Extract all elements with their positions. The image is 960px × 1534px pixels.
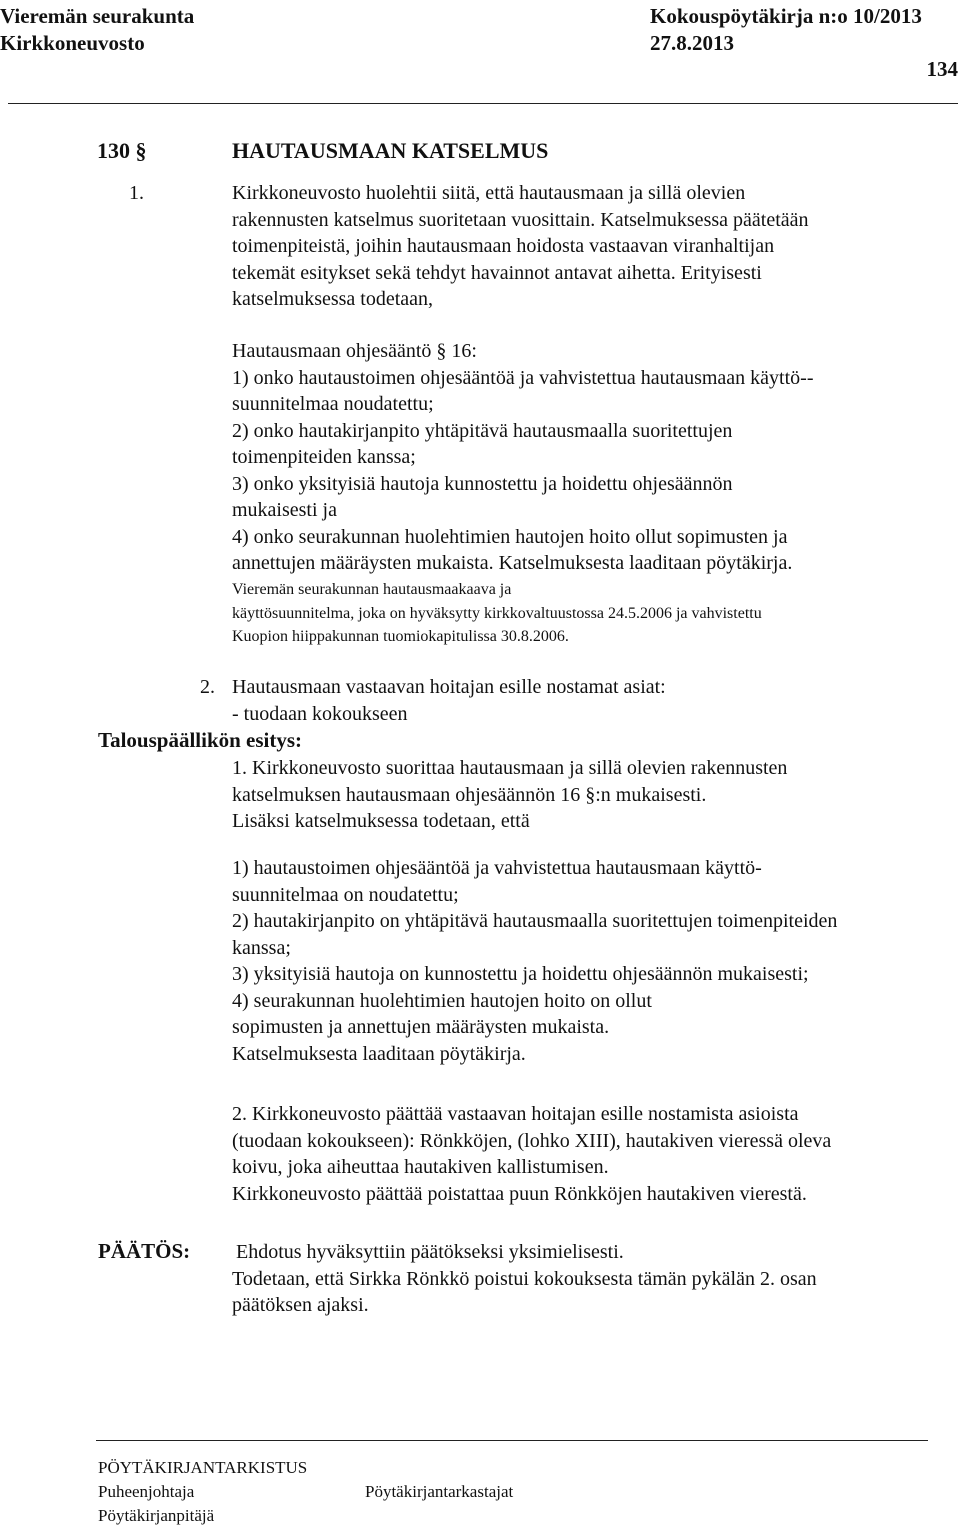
text-line: toimenpiteiden kanssa; xyxy=(232,446,416,468)
text-line: mukaisesti ja xyxy=(232,499,337,521)
rule-note xyxy=(232,578,762,649)
text-line: 3) yksityisiä hautoja on kunnostettu ja hoidettu ohjesäännön mukaisesti; xyxy=(232,963,809,985)
text-line: päätöksen ajaksi. xyxy=(232,1294,369,1316)
text-line: suunnitelmaa noudatettu; xyxy=(232,393,434,415)
header-date: 27.8.2013 xyxy=(650,31,734,55)
section-title: HAUTAUSMAAN KATSELMUS xyxy=(232,138,549,163)
proposal-para1 xyxy=(232,755,787,835)
text-line: 1. Kirkkoneuvosto suorittaa hautausmaan ja sillä olevien rakennusten xyxy=(232,757,788,779)
text-line: 2. Kirkkoneuvosto päättää vastaavan hoitajan esille nostamista asioista xyxy=(232,1103,799,1125)
text-line: Todetaan, että Sirkka Rönkkö poistui kokouksesta tämän pykälän 2. osan xyxy=(232,1267,817,1290)
text-line: 1) hautaustoimen ohjesääntöä ja vahvistettua hautausmaan käyttö- xyxy=(232,857,762,879)
text-line: - tuodaan kokoukseen xyxy=(232,702,408,725)
text-line: (tuodaan kokoukseen): Rönkköjen, (lohko XIII), hautakiven vieressä oleva xyxy=(232,1129,832,1152)
header-divider xyxy=(8,103,958,104)
text-line: Ehdotus hyväksyttiin päätökseksi yksimielisesti. xyxy=(236,1241,624,1263)
text-line: Lisäksi katselmuksessa todetaan, että xyxy=(232,810,530,832)
text-line: toimenpiteistä, joihin hautausmaan hoidosta vastaavan viranhaltijan xyxy=(232,235,775,257)
text-line: 3) onko yksityisiä hautoja kunnostettu ja hoidettu ohjesäännön xyxy=(232,472,733,495)
header-body-name: Kirkkoneuvosto xyxy=(0,31,145,55)
text-line: Hautausmaan vastaavan hoitajan esille nostamat asiat: xyxy=(232,676,666,698)
note-line: Vieremän seurakunnan hautausmaakaava ja xyxy=(232,581,512,598)
text-line: Kirkkoneuvosto huolehtii siitä, että hautausmaan ja sillä olevien xyxy=(232,182,746,204)
text-line: Katselmuksesta laaditaan pöytäkirja. xyxy=(232,1042,526,1065)
item1-number: 1. xyxy=(129,182,144,204)
footer-divider xyxy=(96,1440,928,1441)
text-line: Hautausmaan ohjesääntö § 16: xyxy=(232,340,477,362)
note-line: käyttösuunnitelma, joka on hyväksytty kirkkovaltuustossa 24.5.2006 ja vahvistettu xyxy=(232,604,762,622)
text-line: rakennusten katselmus suoritetaan vuosittain. Katselmuksessa päätetään xyxy=(232,208,809,231)
item2-number: 2. xyxy=(200,676,215,698)
footer-checkers: Pöytäkirjantarkastajat xyxy=(365,1482,514,1501)
text-line: 4) seurakunnan huolehtimien hautojen hoito on ollut xyxy=(232,989,652,1012)
text-line: 2) hautakirjanpito on yhtäpitävä hautausmaalla suoritettujen toimenpiteiden xyxy=(232,910,838,932)
text-line: katselmuksen hautausmaan ohjesäännön 16 §:n mukaisesti. xyxy=(232,783,707,806)
section-number: 130 § xyxy=(97,138,147,163)
header-org: Vieremän seurakunta xyxy=(0,4,195,28)
rule-text xyxy=(232,338,814,577)
decision-label: PÄÄTÖS: xyxy=(98,1239,191,1263)
text-line: 2) onko hautakirjanpito yhtäpitävä hautausmaalla suoritettujen xyxy=(232,419,733,442)
item1-text xyxy=(232,180,809,313)
page-number: 134 xyxy=(926,57,958,81)
text-line: annettujen määräysten mukaista. Katselmuksesta laaditaan pöytäkirja. xyxy=(232,552,793,574)
text-line: kanssa; xyxy=(232,936,291,959)
proposal-label: Talouspäällikön esitys: xyxy=(98,728,303,752)
text-line: katselmuksessa todetaan, xyxy=(232,288,434,310)
header-doc-title: Kokouspöytäkirja n:o 10/2013 xyxy=(650,4,922,28)
proposal-para2 xyxy=(232,855,837,1067)
text-line: 1) onko hautaustoimen ohjesääntöä ja vahvistettua hautausmaan käyttö-- xyxy=(232,366,814,389)
footer-secretary: Pöytäkirjanpitäjä xyxy=(98,1506,215,1525)
proposal-para3 xyxy=(232,1101,831,1207)
note-line: Kuopion hiippakunnan tuomiokapitulissa 30.8.2006. xyxy=(232,628,569,645)
text-line: tekemät esitykset sekä tehdyt havainnot antavat aihetta. Erityisesti xyxy=(232,261,762,284)
text-line: koivu, joka aiheuttaa hautakiven kallistumisen. xyxy=(232,1156,609,1178)
item2-text xyxy=(232,674,666,727)
decision-text xyxy=(232,1239,817,1319)
text-line: Kirkkoneuvosto päättää poistattaa puun Rönkköjen hautakiven vierestä. xyxy=(232,1182,807,1205)
text-line: suunnitelmaa on noudatettu; xyxy=(232,883,459,906)
footer-chair: Puheenjohtaja xyxy=(98,1482,195,1501)
footer-title: PÖYTÄKIRJANTARKISTUS xyxy=(98,1458,308,1477)
text-line: sopimusten ja annettujen määräysten mukaista. xyxy=(232,1016,610,1038)
text-line: 4) onko seurakunnan huolehtimien hautojen hoito ollut sopimusten ja xyxy=(232,525,788,548)
